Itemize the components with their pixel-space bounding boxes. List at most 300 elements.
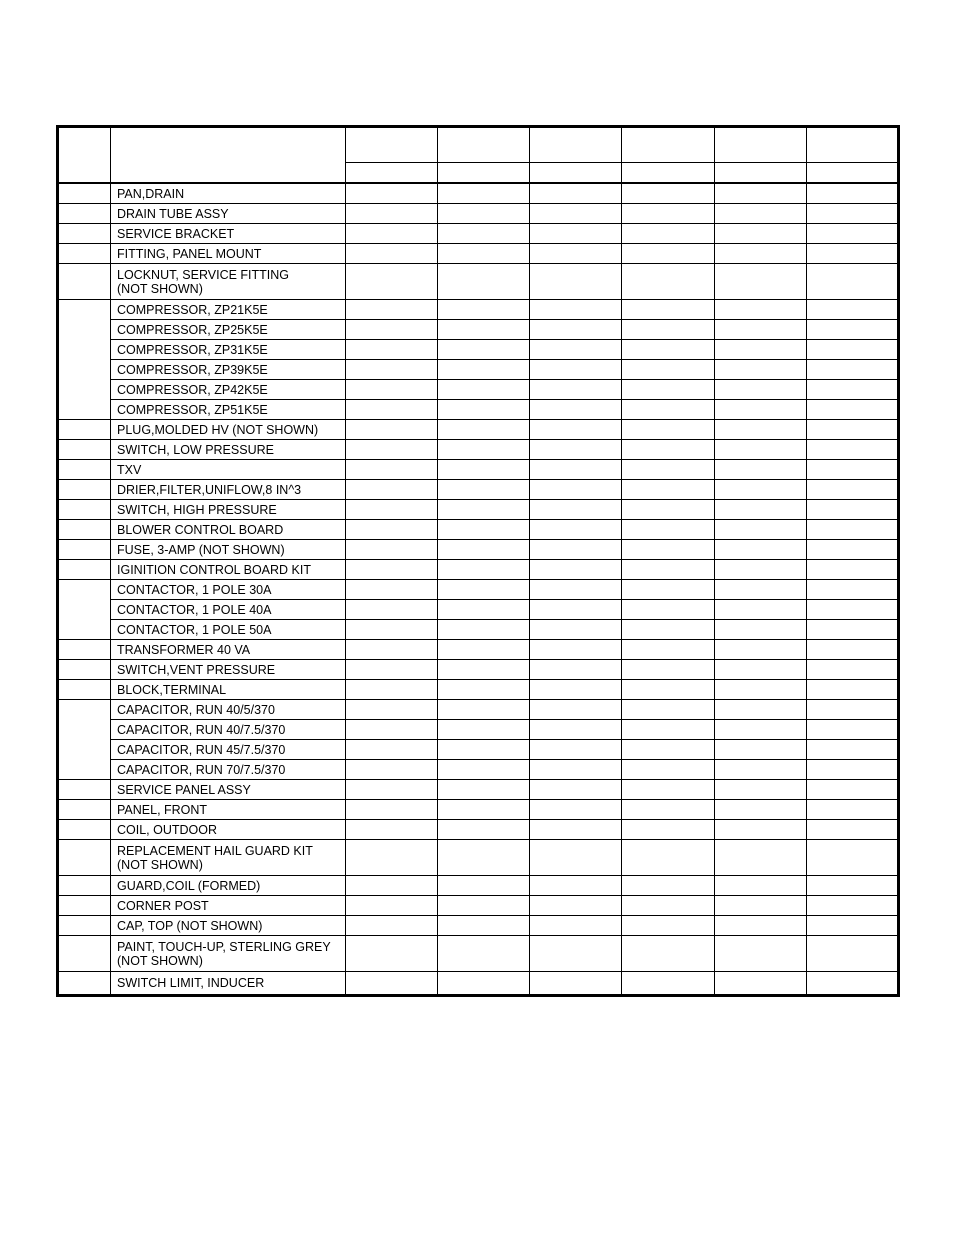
value-cell (715, 360, 807, 380)
value-cell (438, 400, 530, 420)
value-cell (530, 680, 622, 700)
description-text: GUARD,COIL (FORMED) (117, 878, 261, 893)
description-text-line2: (NOT SHOWN) (117, 281, 203, 296)
value-cell (530, 600, 622, 620)
value-cell (807, 204, 899, 224)
header-cell-key (58, 127, 111, 184)
value-cell (530, 460, 622, 480)
value-cell (530, 300, 622, 320)
value-cell (715, 480, 807, 500)
description-text: DRIER,FILTER,UNIFLOW,8 IN^3 (117, 482, 302, 497)
header-subcell (438, 163, 530, 184)
description-cell (111, 600, 346, 620)
value-cell (438, 440, 530, 460)
table-row (58, 620, 899, 640)
value-cell (530, 420, 622, 440)
value-cell (346, 320, 438, 340)
description-text: CAPACITOR, RUN 40/7.5/370 (117, 722, 286, 737)
description-cell (111, 660, 346, 680)
table-row (58, 360, 899, 380)
key-cell (58, 840, 111, 876)
value-cell (807, 580, 899, 600)
value-cell (622, 360, 715, 380)
value-cell (530, 660, 622, 680)
value-cell (807, 500, 899, 520)
value-cell (530, 244, 622, 264)
table-row (58, 480, 899, 500)
value-cell (622, 340, 715, 360)
value-cell (438, 916, 530, 936)
value-cell (530, 640, 622, 660)
value-cell (438, 540, 530, 560)
description-cell (111, 420, 346, 440)
value-cell (715, 183, 807, 204)
value-cell (622, 700, 715, 720)
value-cell (622, 760, 715, 780)
value-cell (622, 720, 715, 740)
table-row (58, 800, 899, 820)
description-text: COMPRESSOR, ZP25K5E (117, 322, 268, 337)
value-cell (622, 224, 715, 244)
value-cell (530, 480, 622, 500)
value-cell (346, 580, 438, 600)
value-cell (530, 224, 622, 244)
table-row (58, 740, 899, 760)
value-cell (530, 520, 622, 540)
value-cell (346, 760, 438, 780)
value-cell (346, 620, 438, 640)
value-cell (438, 320, 530, 340)
value-cell (807, 620, 899, 640)
value-cell (530, 400, 622, 420)
description-text: BLOCK,TERMINAL (117, 682, 227, 697)
table-row (58, 896, 899, 916)
value-cell (715, 380, 807, 400)
value-cell (438, 340, 530, 360)
key-cell (58, 780, 111, 800)
value-cell (622, 876, 715, 896)
value-cell (438, 660, 530, 680)
value-cell (807, 360, 899, 380)
value-cell (807, 640, 899, 660)
key-cell (58, 183, 111, 204)
value-cell (438, 360, 530, 380)
value-cell (438, 700, 530, 720)
description-cell (111, 500, 346, 520)
value-cell (807, 560, 899, 580)
description-cell (111, 440, 346, 460)
value-cell (807, 820, 899, 840)
value-cell (622, 440, 715, 460)
value-cell (346, 360, 438, 380)
description-cell (111, 840, 346, 876)
description-cell (111, 700, 346, 720)
value-cell (438, 420, 530, 440)
description-cell (111, 264, 346, 300)
table-row (58, 780, 899, 800)
value-cell (807, 972, 899, 996)
header-subcell (715, 163, 807, 184)
value-cell (715, 820, 807, 840)
value-cell (438, 720, 530, 740)
value-cell (622, 244, 715, 264)
value-cell (807, 840, 899, 876)
value-cell (346, 420, 438, 440)
description-cell (111, 400, 346, 420)
value-cell (346, 560, 438, 580)
table-row (58, 580, 899, 600)
value-cell (807, 760, 899, 780)
description-text: COMPRESSOR, ZP31K5E (117, 342, 268, 357)
description-text: PAN,DRAIN (117, 186, 185, 201)
value-cell (807, 896, 899, 916)
value-cell (438, 204, 530, 224)
value-cell (715, 720, 807, 740)
value-cell (622, 896, 715, 916)
description-cell (111, 360, 346, 380)
value-cell (438, 972, 530, 996)
value-cell (438, 620, 530, 640)
description-cell (111, 780, 346, 800)
description-cell (111, 460, 346, 480)
value-cell (530, 360, 622, 380)
value-cell (622, 916, 715, 936)
value-cell (530, 204, 622, 224)
value-cell (438, 740, 530, 760)
description-cell (111, 640, 346, 660)
value-cell (346, 876, 438, 896)
value-cell (807, 916, 899, 936)
key-cell (58, 244, 111, 264)
description-text: SERVICE PANEL ASSY (117, 782, 251, 797)
table-row (58, 560, 899, 580)
key-cell (58, 800, 111, 820)
key-cell (58, 660, 111, 680)
value-cell (438, 183, 530, 204)
value-cell (622, 660, 715, 680)
value-cell (807, 460, 899, 480)
key-cell (58, 500, 111, 520)
description-text: COMPRESSOR, ZP51K5E (117, 402, 268, 417)
description-text: CAP, TOP (NOT SHOWN) (117, 918, 263, 933)
value-cell (438, 820, 530, 840)
value-cell (530, 560, 622, 580)
value-cell (622, 680, 715, 700)
value-cell (807, 660, 899, 680)
description-cell (111, 740, 346, 760)
value-cell (715, 740, 807, 760)
table-row (58, 660, 899, 680)
value-cell (715, 204, 807, 224)
value-cell (807, 876, 899, 896)
description-text: LOCKNUT, SERVICE FITTING (117, 267, 290, 282)
description-text: FITTING, PANEL MOUNT (117, 246, 262, 261)
value-cell (438, 300, 530, 320)
value-cell (715, 500, 807, 520)
table-row (58, 244, 899, 264)
key-cell (58, 580, 111, 640)
table-row (58, 936, 899, 972)
value-cell (715, 320, 807, 340)
description-text: BLOWER CONTROL BOARD (117, 522, 284, 537)
value-cell (715, 300, 807, 320)
value-cell (622, 840, 715, 876)
value-cell (622, 640, 715, 660)
description-cell (111, 580, 346, 600)
value-cell (622, 420, 715, 440)
value-cell (622, 480, 715, 500)
description-cell (111, 972, 346, 996)
key-cell (58, 896, 111, 916)
description-cell (111, 480, 346, 500)
value-cell (438, 840, 530, 876)
value-cell (622, 300, 715, 320)
value-cell (438, 580, 530, 600)
table-row (58, 640, 899, 660)
table-row (58, 400, 899, 420)
value-cell (346, 680, 438, 700)
value-cell (346, 700, 438, 720)
value-cell (530, 760, 622, 780)
description-text: CONTACTOR, 1 POLE 30A (117, 582, 272, 597)
value-cell (346, 660, 438, 680)
value-cell (438, 760, 530, 780)
value-cell (438, 600, 530, 620)
key-cell (58, 916, 111, 936)
table-row (58, 760, 899, 780)
value-cell (807, 420, 899, 440)
description-text-line2: (NOT SHOWN) (117, 857, 203, 872)
value-cell (622, 264, 715, 300)
value-cell (346, 340, 438, 360)
value-cell (715, 520, 807, 540)
value-cell (622, 460, 715, 480)
description-text: CAPACITOR, RUN 70/7.5/370 (117, 762, 286, 777)
key-cell (58, 420, 111, 440)
value-cell (346, 780, 438, 800)
value-cell (346, 916, 438, 936)
value-cell (530, 580, 622, 600)
header-subcell (622, 163, 715, 184)
value-cell (530, 700, 622, 720)
table-row (58, 183, 899, 204)
value-cell (807, 520, 899, 540)
value-cell (622, 740, 715, 760)
value-cell (346, 740, 438, 760)
key-cell (58, 520, 111, 540)
value-cell (346, 264, 438, 300)
value-cell (715, 760, 807, 780)
value-cell (807, 720, 899, 740)
value-cell (438, 896, 530, 916)
value-cell (346, 820, 438, 840)
value-cell (715, 440, 807, 460)
value-cell (715, 264, 807, 300)
value-cell (346, 600, 438, 620)
table-row (58, 300, 899, 320)
table-row (58, 600, 899, 620)
table-row (58, 972, 899, 996)
value-cell (622, 600, 715, 620)
value-cell (530, 264, 622, 300)
value-cell (807, 400, 899, 420)
value-cell (438, 780, 530, 800)
value-cell (807, 480, 899, 500)
description-cell (111, 720, 346, 740)
table-row (58, 700, 899, 720)
description-text: CONTACTOR, 1 POLE 50A (117, 622, 272, 637)
value-cell (807, 244, 899, 264)
value-cell (622, 183, 715, 204)
value-cell (622, 820, 715, 840)
value-cell (807, 340, 899, 360)
value-cell (622, 560, 715, 580)
value-cell (715, 916, 807, 936)
value-cell (346, 460, 438, 480)
value-cell (438, 520, 530, 540)
value-cell (622, 936, 715, 972)
value-cell (530, 916, 622, 936)
value-cell (530, 896, 622, 916)
table-row (58, 264, 899, 300)
header-row (58, 127, 899, 163)
header-subcell (530, 163, 622, 184)
key-cell (58, 300, 111, 420)
description-text: SWITCH, LOW PRESSURE (117, 442, 274, 457)
value-cell (807, 936, 899, 972)
value-cell (715, 620, 807, 640)
key-cell (58, 640, 111, 660)
value-cell (346, 440, 438, 460)
value-cell (715, 800, 807, 820)
value-cell (715, 680, 807, 700)
description-text: COIL, OUTDOOR (117, 822, 218, 837)
value-cell (715, 700, 807, 720)
value-cell (622, 380, 715, 400)
value-cell (715, 400, 807, 420)
value-cell (715, 876, 807, 896)
description-cell (111, 300, 346, 320)
description-text: PANEL, FRONT (117, 802, 208, 817)
description-text: SWITCH, HIGH PRESSURE (117, 502, 277, 517)
value-cell (346, 896, 438, 916)
value-cell (715, 780, 807, 800)
value-cell (438, 460, 530, 480)
value-cell (715, 640, 807, 660)
value-cell (807, 740, 899, 760)
table-row (58, 840, 899, 876)
key-cell (58, 700, 111, 780)
description-text: COMPRESSOR, ZP42K5E (117, 382, 268, 397)
description-text: IGINITION CONTROL BOARD KIT (117, 562, 311, 577)
value-cell (715, 936, 807, 972)
value-cell (346, 520, 438, 540)
description-cell (111, 800, 346, 820)
value-cell (530, 500, 622, 520)
value-cell (622, 540, 715, 560)
value-cell (438, 936, 530, 972)
value-cell (715, 896, 807, 916)
value-cell (530, 620, 622, 640)
table-row (58, 820, 899, 840)
header-subcell (346, 163, 438, 184)
table-row (58, 420, 899, 440)
table-row (58, 720, 899, 740)
value-cell (530, 320, 622, 340)
value-cell (715, 580, 807, 600)
description-cell (111, 244, 346, 264)
description-text-line2: (NOT SHOWN) (117, 953, 203, 968)
value-cell (715, 560, 807, 580)
description-cell (111, 936, 346, 972)
description-cell (111, 204, 346, 224)
description-text: FUSE, 3-AMP (NOT SHOWN) (117, 542, 285, 557)
value-cell (622, 204, 715, 224)
value-cell (346, 400, 438, 420)
value-cell (715, 244, 807, 264)
key-cell (58, 224, 111, 244)
description-text: CORNER POST (117, 898, 209, 913)
value-cell (346, 500, 438, 520)
table-row (58, 224, 899, 244)
value-cell (807, 540, 899, 560)
description-cell (111, 540, 346, 560)
value-cell (438, 264, 530, 300)
header-cell (530, 127, 622, 163)
description-text: PLUG,MOLDED HV (NOT SHOWN) (117, 422, 319, 437)
value-cell (346, 244, 438, 264)
description-text: TRANSFORMER 40 VA (117, 642, 251, 657)
value-cell (715, 460, 807, 480)
description-cell (111, 183, 346, 204)
value-cell (346, 224, 438, 244)
description-cell (111, 380, 346, 400)
value-cell (346, 936, 438, 972)
table-row (58, 320, 899, 340)
value-cell (807, 264, 899, 300)
value-cell (346, 480, 438, 500)
value-cell (622, 972, 715, 996)
value-cell (530, 780, 622, 800)
description-text: REPLACEMENT HAIL GUARD KIT (117, 843, 313, 858)
value-cell (807, 780, 899, 800)
table-row (58, 204, 899, 224)
value-cell (530, 936, 622, 972)
value-cell (530, 183, 622, 204)
description-cell (111, 876, 346, 896)
value-cell (346, 300, 438, 320)
value-cell (438, 380, 530, 400)
key-cell (58, 560, 111, 580)
value-cell (530, 720, 622, 740)
description-text: CONTACTOR, 1 POLE 40A (117, 602, 272, 617)
table-row (58, 460, 899, 480)
value-cell (715, 540, 807, 560)
description-cell (111, 224, 346, 244)
key-cell (58, 264, 111, 300)
key-cell (58, 480, 111, 500)
value-cell (807, 680, 899, 700)
description-text: COMPRESSOR, ZP39K5E (117, 362, 268, 377)
table-row (58, 440, 899, 460)
key-cell (58, 540, 111, 560)
value-cell (530, 800, 622, 820)
description-cell (111, 916, 346, 936)
description-text: PAINT, TOUCH-UP, STERLING GREY (117, 939, 331, 954)
header-cell (438, 127, 530, 163)
value-cell (530, 740, 622, 760)
value-cell (622, 500, 715, 520)
